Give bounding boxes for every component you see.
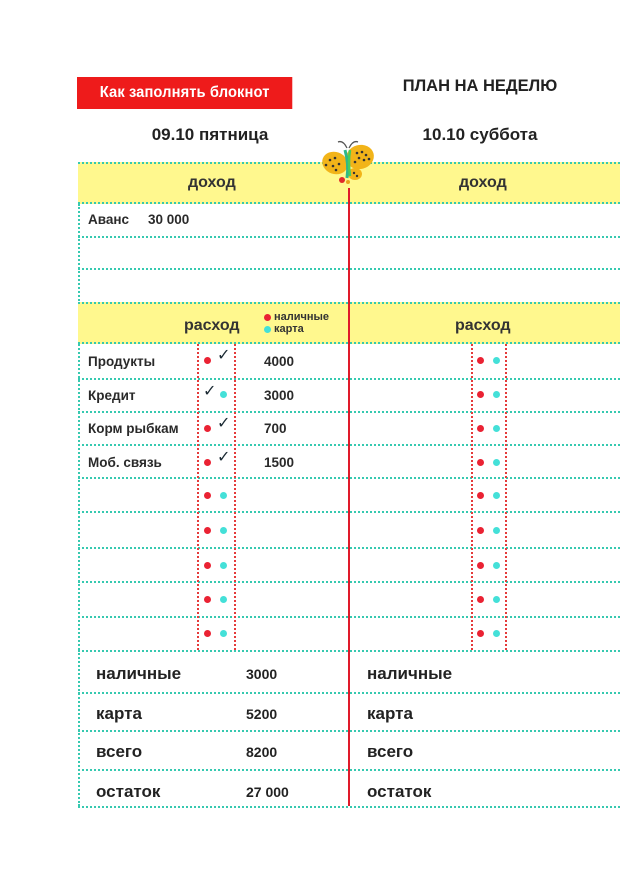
cash-toggle[interactable] [477,596,484,603]
cash-toggle[interactable] [204,630,211,637]
butterfly-icon [313,140,379,190]
checkmark-icon: ✓ [217,347,231,364]
card-toggle[interactable] [220,492,227,499]
income-label-cell[interactable]: Аванс [88,212,130,227]
card-toggle[interactable] [220,527,227,534]
day-divider-line [348,188,350,806]
cash-toggle[interactable] [204,425,211,432]
card-toggle[interactable] [220,630,227,637]
summary-total-label: всего [96,742,143,761]
payment-column-border [197,344,199,650]
row-divider [78,806,620,808]
card-toggle[interactable] [493,459,500,466]
card-toggle[interactable] [493,391,500,398]
card-toggle[interactable] [493,596,500,603]
summary-card-label: карта [96,704,142,723]
cash-toggle[interactable] [477,425,484,432]
expense-amount-cell[interactable]: 3000 [264,388,295,403]
summary-card-value: 5200 [246,706,278,722]
page-title: ПЛАН НА НЕДЕЛЮ [402,77,558,95]
summary-balance-value: 27 000 [246,784,289,800]
cash-toggle[interactable] [477,527,484,534]
card-toggle[interactable] [493,527,500,534]
card-toggle[interactable] [220,596,227,603]
expense-header-friday: расход [184,317,240,334]
card-toggle[interactable] [493,425,500,432]
cash-dot-icon [264,314,271,321]
cash-toggle[interactable] [204,596,211,603]
income-header-friday: доход [188,174,236,191]
how-to-fill-button[interactable]: Как заполнять блокнот [77,77,292,109]
summary-cash-label: наличные [96,664,182,683]
income-amount-cell[interactable]: 30 000 [148,212,190,227]
legend-card: карта [264,323,304,335]
cash-toggle[interactable] [204,562,211,569]
expense-header-saturday: расход [455,317,511,334]
checkmark-icon: ✓ [217,449,231,466]
expense-amount-cell[interactable]: 1500 [264,455,295,470]
cash-toggle[interactable] [477,459,484,466]
card-dot-icon [264,326,271,333]
left-border [78,344,80,650]
income-header-saturday: доход [459,174,507,191]
card-toggle[interactable] [493,357,500,364]
summary-balance-label: остаток [367,782,432,801]
day-date-saturday: 10.10 суббота [422,125,538,144]
legend-cash: наличные [264,311,329,323]
cash-toggle[interactable] [477,391,484,398]
expense-label-cell[interactable]: Моб. связь [88,455,162,470]
day-date-friday: 09.10 пятница [151,125,269,144]
card-toggle[interactable] [220,562,227,569]
summary-balance-label: остаток [96,782,161,801]
expense-amount-cell[interactable]: 700 [264,421,287,436]
expense-label-cell[interactable]: Кредит [88,388,136,403]
summary-total-label: всего [367,742,414,761]
card-toggle[interactable] [493,562,500,569]
summary-cash-value: 3000 [246,666,278,682]
summary-total-value: 8200 [246,744,278,760]
cash-toggle[interactable] [477,562,484,569]
cash-toggle[interactable] [204,459,211,466]
expense-label-cell[interactable]: Продукты [88,354,156,369]
card-toggle[interactable] [493,630,500,637]
checkmark-icon: ✓ [217,415,231,432]
cash-toggle[interactable] [204,527,211,534]
summary-cash-label: наличные [367,664,453,683]
checkmark-icon: ✓ [203,383,217,400]
payment-column-border [471,344,473,650]
cash-toggle[interactable] [477,492,484,499]
summary-card-label: карта [367,704,413,723]
payment-column-border [234,344,236,650]
card-toggle[interactable] [220,391,227,398]
cash-toggle[interactable] [204,492,211,499]
left-border [78,204,80,304]
cash-toggle[interactable] [477,630,484,637]
payment-column-border [505,344,507,650]
card-toggle[interactable] [493,492,500,499]
cash-toggle[interactable] [477,357,484,364]
cash-toggle[interactable] [204,357,211,364]
expense-label-cell[interactable]: Корм рыбкам [88,421,179,436]
left-border [78,650,80,806]
expense-amount-cell[interactable]: 4000 [264,354,295,369]
